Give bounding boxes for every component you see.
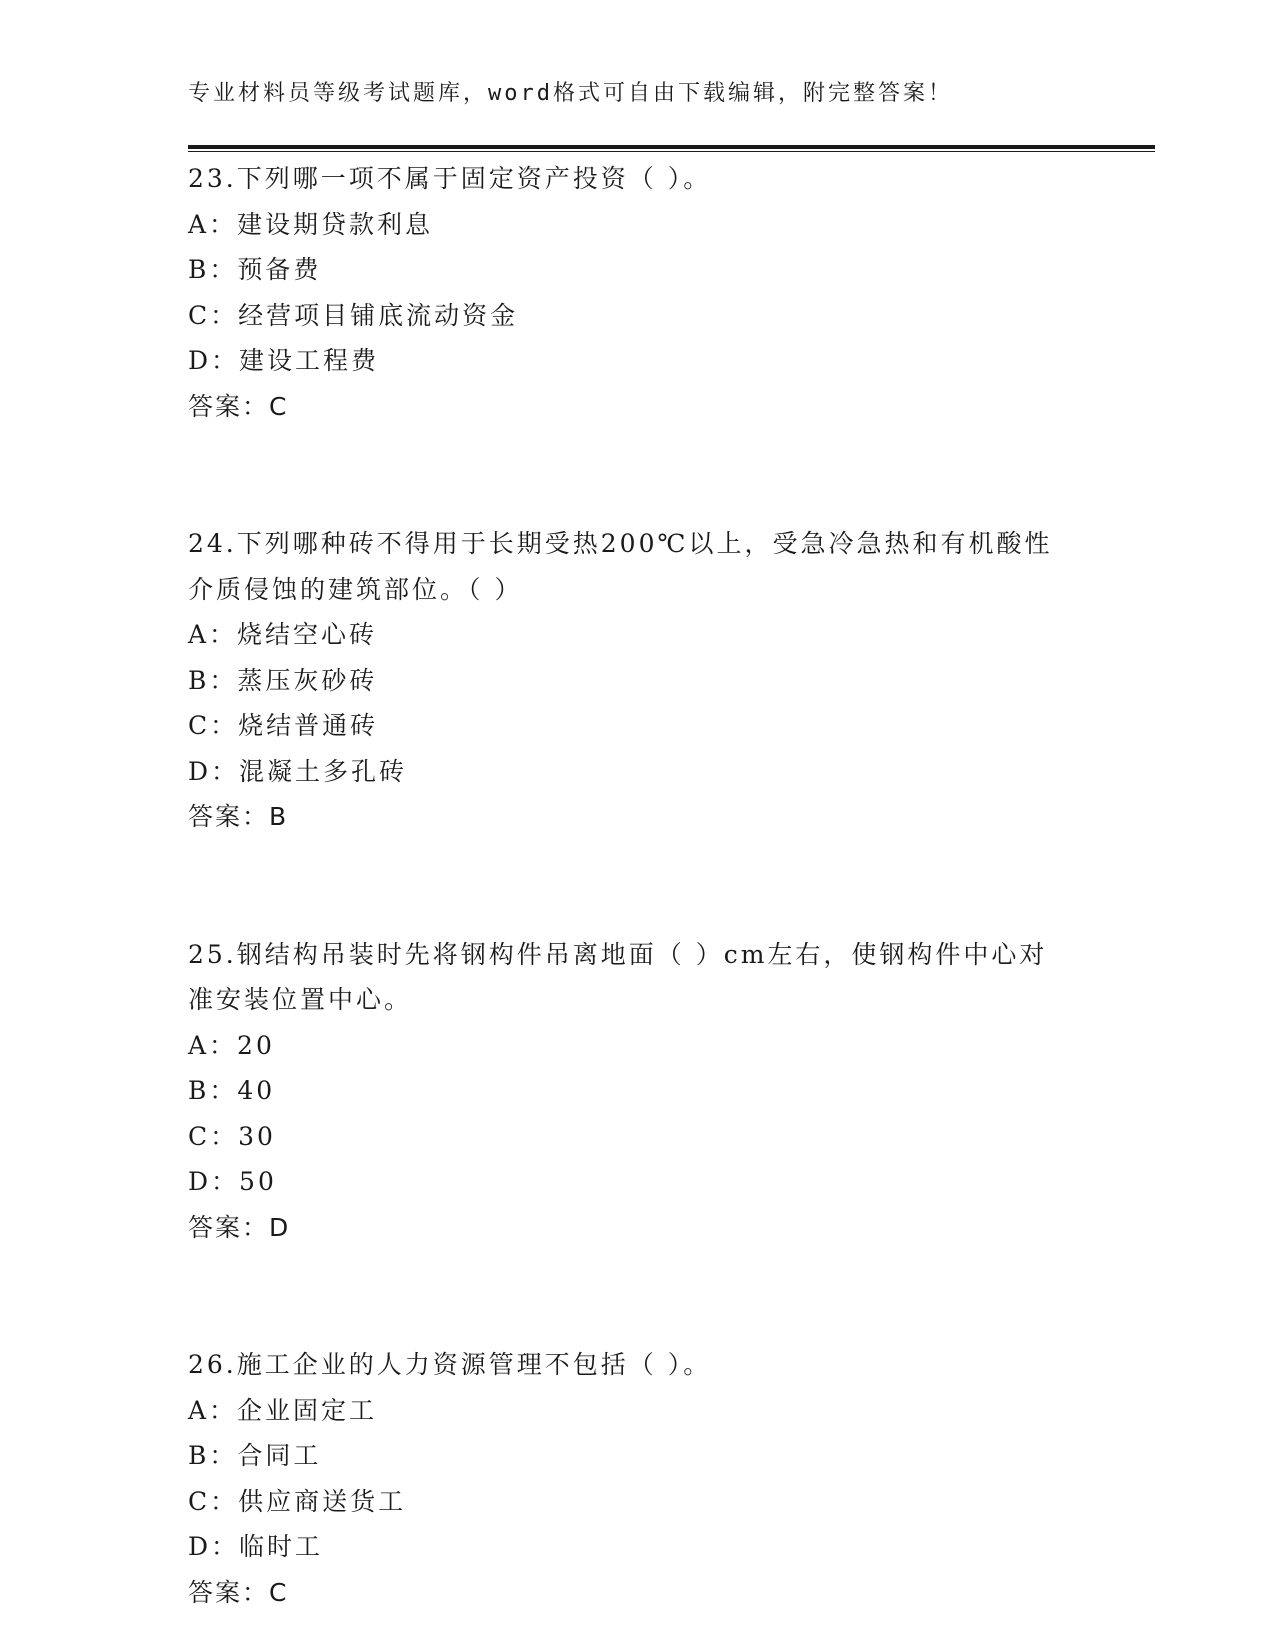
- option-b: B：预备费: [188, 255, 322, 284]
- option-d: D：建设工程费: [188, 346, 380, 375]
- option-a: A：企业固定工: [188, 1395, 378, 1425]
- question-26: [188, 1342, 1088, 1615]
- question-23: [188, 156, 1088, 429]
- option-d: D：50: [188, 1167, 277, 1196]
- question-spacer: [188, 429, 1088, 521]
- answer: 答案：D: [188, 1212, 291, 1242]
- document-header: 专业材料员等级考试题库，word格式可自由下载编辑，附完整答案！: [188, 81, 953, 106]
- question-25: [188, 932, 1088, 1251]
- question-spacer: [188, 840, 1088, 932]
- option-d: D：临时工: [188, 1532, 324, 1561]
- option-b: B：合同工: [188, 1441, 322, 1470]
- question-stem: 23.下列哪一项不属于固定资产投资（ ）。: [188, 164, 712, 193]
- question-stem: 24.下列哪种砖不得用于长期受热200℃以上，受急冷急热和有机酸性: [188, 529, 1053, 558]
- question-list: [188, 156, 1088, 1615]
- option-a: A：烧结空心砖: [188, 620, 378, 649]
- option-a: A：20: [188, 1030, 275, 1060]
- option-b: B：蒸压灰砂砖: [188, 665, 378, 695]
- question-stem-continued: 介质侵蚀的建筑部位。（ ）: [188, 574, 523, 604]
- option-b: B：40: [188, 1076, 276, 1105]
- option-c: C：30: [188, 1121, 276, 1151]
- option-c: C：供应商送货工: [188, 1486, 407, 1516]
- option-c: C：烧结普通砖: [188, 711, 379, 740]
- option-a: A：建设期贷款利息: [188, 209, 434, 239]
- question-24: [188, 521, 1088, 840]
- question-stem-continued: 准安装位置中心。: [188, 985, 413, 1014]
- answer: 答案：C: [188, 1577, 289, 1607]
- header-divider-thick: [188, 145, 1155, 149]
- question-stem: 26.施工企业的人力资源管理不包括（ ）。: [188, 1350, 712, 1379]
- answer: 答案：B: [188, 802, 289, 831]
- option-c: C：经营项目铺底流动资金: [188, 300, 519, 330]
- question-spacer: [188, 1250, 1088, 1342]
- option-d: D：混凝土多孔砖: [188, 756, 408, 786]
- question-stem: 25.钢结构吊装时先将钢构件吊离地面（ ）cm左右，使钢构件中心对: [188, 939, 1048, 969]
- answer: 答案：C: [188, 391, 289, 421]
- header-divider-thin: [188, 151, 1155, 152]
